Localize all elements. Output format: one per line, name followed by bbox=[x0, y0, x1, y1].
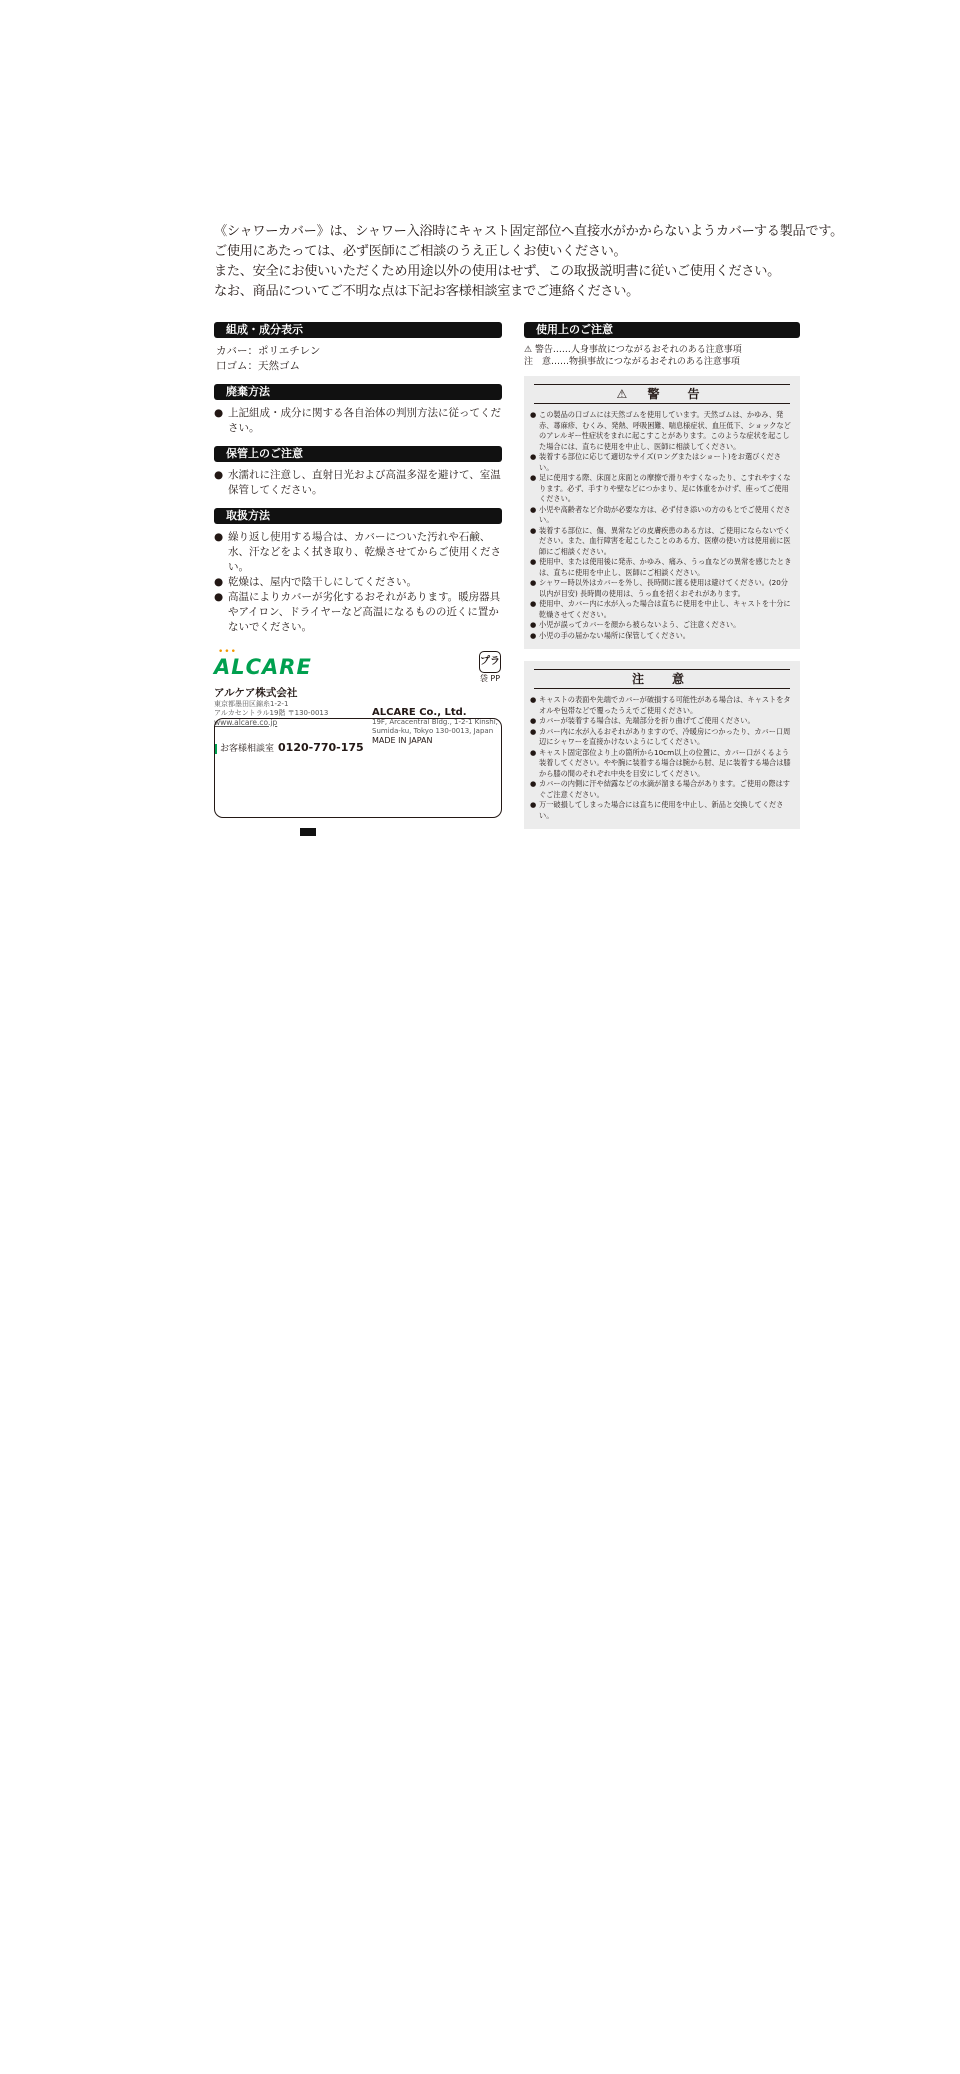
composition-line: 口ゴム：天然ゴム bbox=[216, 360, 300, 372]
list-item: ● 使用中、または使用後に発赤、かゆみ、痛み、うっ血などの異常を感じたときは、直ちに使用を中止し、医師にご相談ください。 bbox=[530, 557, 794, 578]
precautions-legend bbox=[524, 344, 800, 368]
list-item: ● カバー内に水が入るおそれがありますので、冷暖房につかったり、カバー口周辺にシャワーを直接かけないようにしてください。 bbox=[530, 727, 794, 748]
warning-box bbox=[524, 376, 800, 649]
support-phone: 0120-770-175 bbox=[278, 741, 364, 754]
handling-list bbox=[214, 530, 502, 635]
intro-line: ご使用にあたっては、必ず医師にご相談のうえ正しくお使いください。 bbox=[214, 244, 627, 259]
list-item: ● 小児や高齢者など介助が必要な方は、必ず付き添いの方のもとでご使用ください。 bbox=[530, 505, 794, 526]
address-jp: アルカセントラル19階 〒130-0013 bbox=[214, 709, 329, 717]
company-name-jp: アルケア株式会社 bbox=[214, 687, 298, 699]
list-item: ● 装着する部位に応じて適切なサイズ(ロングまたはショート)をお選びください。 bbox=[530, 452, 794, 473]
memo-box bbox=[214, 718, 502, 818]
address-en: Sumida-ku, Tokyo 130-0013, Japan bbox=[372, 727, 494, 735]
list-item: ● 小児の手の届かない場所に保管してください。 bbox=[530, 631, 794, 642]
warning-list bbox=[530, 410, 794, 641]
list-item: ● カバーが装着する場合は、先端部分を折り曲げてご使用ください。 bbox=[530, 716, 794, 727]
list-item: ● カバーの内側に汗や結露などの水滴が溜まる場合があります。ご使用の際はすぐご注意ください。 bbox=[530, 779, 794, 800]
address-jp: 東京都墨田区錦糸1-2-1 bbox=[214, 700, 289, 708]
list-item: ● 使用中、カバー内に水が入った場合は直ちに使用を中止し、キャストを十分に乾燥させてください。 bbox=[530, 599, 794, 620]
right-column bbox=[524, 322, 800, 841]
intro-line: 《シャワーカバー》は、シャワー入浴時にキャスト固定部位へ直接水がかからないようカバーする製品です。 bbox=[214, 224, 843, 239]
list-item: ● シャワー時以外はカバーを外し、長時間に渡る使用は避けてください。(20分以内が目安) 長時間の使用は、うっ血を招くおそれがあります。 bbox=[530, 578, 794, 599]
alcare-logo bbox=[214, 647, 334, 681]
intro-line: なお、商品についてご不明な点は下記お客様相談室までご連絡ください。 bbox=[214, 284, 640, 299]
recycle-label: 袋 PP bbox=[479, 674, 501, 683]
list-item: ● 上記組成・成分に関する各自治体の判別方法に従ってください。 bbox=[214, 406, 502, 436]
recycle-icon: プラ bbox=[479, 651, 501, 673]
address-en: 19F, Arcacentral Bldg., 1-2-1 Kinshi, bbox=[372, 718, 498, 726]
disposal-list bbox=[214, 406, 502, 436]
composition-heading: 組成・成分表示 bbox=[214, 322, 502, 338]
storage-heading: 保管上のご注意 bbox=[214, 446, 502, 462]
list-item: ● キャスト固定部位より上の箇所から10cm以上の位置に、カバー口がくるよう装着してください。やや腕に装着する場合は腕から肘、足に装着する場合は膝から膝の間のそれぞれ中央を目安にしてください。 bbox=[530, 748, 794, 780]
legend-line: 注 意……物損事故につながるおそれのある注意事項 bbox=[524, 357, 740, 367]
logo-wordmark: ALCARE bbox=[214, 655, 312, 679]
company-name-en: ALCARE Co., Ltd. bbox=[372, 707, 467, 718]
composition-body bbox=[216, 344, 502, 374]
logo-dots-icon: ••• bbox=[218, 647, 237, 657]
list-item: ● この製品の口ゴムには天然ゴムを使用しています。天然ゴムは、かゆみ、発赤、蕁麻疹、むくみ、発熱、呼吸困難、喘息様症状、血圧低下、ショックなどのアレルギー性症状をまれに起こすことがあります。このような症状を起こした場合には、直ちに使用を中止し、医師に相談してください。 bbox=[530, 410, 794, 452]
intro-paragraph bbox=[214, 222, 844, 302]
list-item: ● 足に使用する際、床面と床面との摩擦で滑りやすくなったり、こすれやすくなります。必ず、手すりや壁などにつかまり、足に体重をかけず、座ってご使用ください。 bbox=[530, 473, 794, 505]
recycle-mark bbox=[478, 651, 502, 687]
support-label: お客様相談室 bbox=[220, 744, 275, 754]
caution-list bbox=[530, 695, 794, 821]
made-in-label: MADE IN JAPAN bbox=[372, 736, 433, 745]
storage-list bbox=[214, 468, 502, 498]
disposal-heading: 廃棄方法 bbox=[214, 384, 502, 400]
legend-line: ⚠ 警告……人身事故につながるおそれのある注意事項 bbox=[524, 345, 742, 355]
composition-line: カバー：ポリエチレン bbox=[216, 345, 321, 357]
warning-title: ⚠ 警 告 bbox=[534, 384, 790, 404]
intro-line: また、安全にお使いいただくため用途以外の使用はせず、この取扱説明書に従いご使用ください。 bbox=[214, 264, 780, 279]
precautions-heading: 使用上のご注意 bbox=[524, 322, 800, 338]
list-item: ● 水濡れに注意し、直射日光および高温多湿を避けて、室温保管してください。 bbox=[214, 468, 502, 498]
list-item: ● 高温によりカバーが劣化するおそれがあります。暖房器具やアイロン、ドライヤーなど高温になるものの近くに置かないでください。 bbox=[214, 590, 502, 635]
website-link[interactable]: www.alcare.co.jp bbox=[214, 718, 278, 727]
handling-heading: 取扱方法 bbox=[214, 508, 502, 524]
list-item: ● 小児が誤ってカバーを顔から被らないよう、ご注意ください。 bbox=[530, 620, 794, 631]
print-mark bbox=[300, 828, 316, 836]
list-item: ● 繰り返し使用する場合は、カバーについた汚れや石鹸、水、汗などをよく拭き取り、乾燥させてからご使用ください。 bbox=[214, 530, 502, 575]
list-item: ● 乾燥は、屋内で陰干しにしてください。 bbox=[214, 575, 502, 590]
caution-box bbox=[524, 661, 800, 829]
list-item: ● 万一破損してしまった場合には直ちに使用を中止し、新品と交換してください。 bbox=[530, 800, 794, 821]
list-item: ● 装着する部位に、傷、異常などの皮膚疾患のある方は、ご使用にならないでください。また、血行障害を起こしたことのある方、医療の使い方は使用前に医師にご相談ください。 bbox=[530, 526, 794, 558]
list-item: ● キャストの表面や先端でカバーが破損する可能性がある場合は、キャストをタオルや包帯などで覆ったうえでご使用ください。 bbox=[530, 695, 794, 716]
caution-title: 注 意 bbox=[534, 669, 790, 689]
